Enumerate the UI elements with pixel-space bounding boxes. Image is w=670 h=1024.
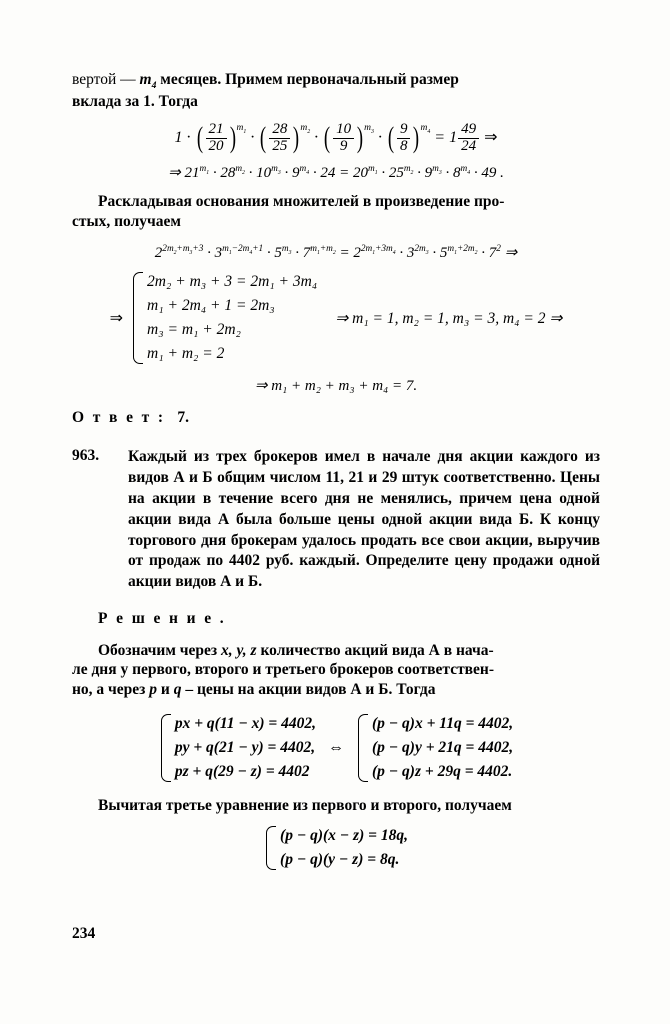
brace-system-left <box>159 712 316 784</box>
equation-row: (p − q)(x − z) = 18q, <box>280 826 408 844</box>
text-fragment: но, а через <box>72 681 150 699</box>
formula-sum-result <box>72 376 600 395</box>
answer-label: О т в е т : <box>72 409 166 427</box>
text-fragment: вклада за 1. Тогда <box>72 93 198 111</box>
fraction-9-8 <box>397 122 411 155</box>
paren-open-icon: ( <box>324 121 331 155</box>
fraction-28-25 <box>269 122 290 155</box>
page-content <box>72 70 600 872</box>
system-of-equations-3 <box>72 824 600 872</box>
exponent-m3: $m_3$ <box>364 123 374 136</box>
equation-row: (p − q)z + 29q = 4402. <box>372 763 513 781</box>
fraction-denominator: 20 <box>208 137 224 154</box>
paren-close-icon: ) <box>413 121 420 155</box>
brace-system <box>131 270 317 366</box>
exponent-m1: $m_1$ <box>236 123 247 136</box>
text-fragment: Раскладывая основания множителей в произведение про- <box>98 192 505 210</box>
variable-p: p <box>149 681 158 699</box>
exponent-m2: $m_2$ <box>300 123 311 136</box>
equation-row: m₁ + 2m₄ + 1 = 2m₃ <box>147 297 275 315</box>
equation-row: px + q(11 − x) = 4402, <box>174 715 316 733</box>
fraction-numerator: 28 <box>269 122 290 139</box>
paren-close-icon: ) <box>229 121 236 155</box>
text-fragment: вертой — <box>72 71 140 88</box>
equation-row: m₁ + m₂ = 2 <box>147 345 225 363</box>
variable-subscript: 4 <box>151 80 157 92</box>
formula-prime-factorization: $2^{2m_2+m_3+3} \cdot 3^{m_1-2m_4+1} \cdot 5^{m_3} \cdot 7^{m_1+m_2} = 2^{2m_1+3m_4} \cdot 3^{2m_3} \cdot 5^{m_1+2m_2} \cdot 7^2$ ⇒ <box>154 244 518 262</box>
equivalence-arrow-icon: ⇔ <box>328 739 344 757</box>
text-fragment: ле дня у первого, второго и третьего брокеров соответствен- <box>72 661 495 679</box>
text-fragment: Р е ш е н и е . <box>98 609 227 627</box>
text-fragment: количество акций вида А в нача- <box>256 641 494 659</box>
equation-row: (p − q)x + 11q = 4402, <box>372 715 514 733</box>
text-fragment: и <box>157 681 174 699</box>
page-number: 234 <box>72 925 96 942</box>
problem-number: 963. <box>72 447 100 465</box>
equals-sign: = 1 <box>434 129 458 147</box>
variables-xyz: x, y, z <box>220 641 257 659</box>
brace-system <box>264 824 408 872</box>
fraction-numerator: 21 <box>206 122 227 139</box>
text-fragment: – цены на акции видов А и Б. Тогда <box>181 681 436 699</box>
paren-open-icon: ( <box>387 121 395 155</box>
equation-row: (p − q)(y − z) = 8q. <box>280 851 400 868</box>
paren-open-icon: ( <box>260 121 267 155</box>
solution-label <box>72 609 600 629</box>
text-fragment: Вычитая третье уравнение из первого и второго, получаем <box>98 797 512 815</box>
fraction-numerator: 49 <box>458 122 479 139</box>
equation-row: 2m₂ + m₃ + 3 = 2m₁ + 3m₄ <box>147 273 318 291</box>
fraction-49-24 <box>458 122 479 155</box>
paragraph-factorization <box>72 192 600 232</box>
formula-exponent-equality: ⇒ $21^{m_1} \cdot 28^{m_2} \cdot 10^{m_3} \cdot 9^{m_4} \cdot 24 = 20^{m_1} \cdot 25^{m_2} \cdot 9^{m_3} \cdot 8^{m_4} \cdot 49$ . <box>168 163 504 181</box>
implies-arrow-icon: ⇒ <box>109 310 124 328</box>
solution-paragraph <box>72 641 600 700</box>
equation-row: m₃ = m₁ + 2m₂ <box>147 321 241 339</box>
paren-close-icon: ) <box>293 121 300 155</box>
exponent-m4: $m_4$ <box>420 123 431 136</box>
implies-arrow-icon: ⇒ <box>484 129 498 147</box>
fraction-numerator: 9 <box>397 122 411 139</box>
paren-open-icon: ( <box>196 121 203 155</box>
fraction-denominator: 25 <box>272 137 288 154</box>
text-fragment: стых, получаем <box>72 212 181 230</box>
solution-values: ⇒ m₁ = 1, m₂ = 1, m₃ = 3, m₄ = 2 ⇒ <box>335 309 563 327</box>
formula-product-fractions: 1 · ( $\frac{21}{20}$ )$m_1$ · ( $\frac{28}{25}$ )$m_2$ · ( $\frac{10}{9}$ )$m_3$ · ( $\frac{9}{8}$ )$m_4 = 1$ $\frac{49}{24}$ ⇒ <box>174 121 498 155</box>
fraction-denominator: 24 <box>461 137 477 154</box>
system-of-equations-1 <box>72 270 600 366</box>
fraction-numerator: 10 <box>333 122 354 139</box>
problem-963 <box>72 447 600 592</box>
text-fragment: Обозначим через <box>98 641 221 659</box>
equation-row: py + q(21 − y) = 4402, <box>174 739 316 757</box>
fraction-denominator: 8 <box>399 137 408 154</box>
fraction-10-9 <box>333 122 354 155</box>
equation-row: pz + q(29 − z) = 4402 <box>174 763 310 781</box>
fraction-denominator: 9 <box>339 137 348 154</box>
system-of-equations-2 <box>72 712 600 784</box>
answer-line <box>72 409 600 427</box>
fraction-21-20 <box>206 122 227 155</box>
brace-system-right <box>356 712 513 784</box>
paragraph-top <box>72 70 600 112</box>
text-fragment: месяцев. Примем первоначальный размер <box>156 71 459 88</box>
formula-lead: 1 · <box>174 129 191 147</box>
answer-value: 7. <box>177 409 189 427</box>
problem-text: Каждый из трех брокеров имел в начале дня акции каждого из видов А и Б общим числом 11, 21 и 29 штук соответственно. Цены на акции в течение всего дня не менялись, причем цена одной акции вида А была больше цены одной акции вида Б. К концу торгового дня брокерам удалось продать все свои акции, выручив от продаж по 4402 руб. каждый. Определите цену продажи одной акции видов А и Б. <box>128 448 600 591</box>
variable-m: m <box>139 71 152 88</box>
paragraph-subtraction <box>72 796 600 816</box>
equation-row: (p − q)y + 21q = 4402, <box>372 739 514 757</box>
text-fragment: ⇒ m₁ + m₂ + m₃ + m₄ = 7. <box>254 378 418 395</box>
paren-close-icon: ) <box>357 121 364 155</box>
variable-q: q <box>173 681 182 699</box>
